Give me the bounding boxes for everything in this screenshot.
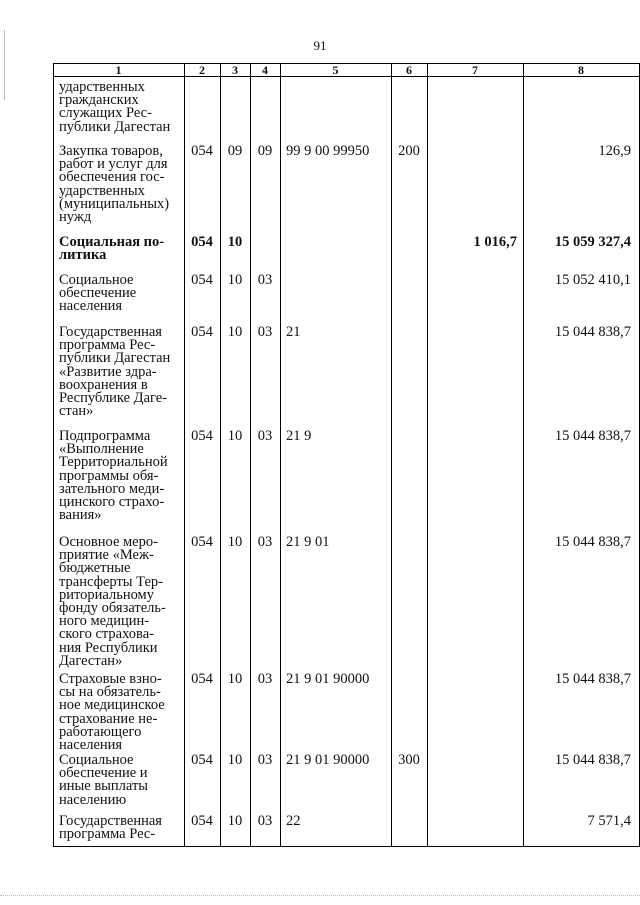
row-name: Государственная программа Рес- xyxy=(59,813,162,843)
column-divider xyxy=(280,64,281,846)
page-number: 91 xyxy=(313,38,327,53)
budget-table xyxy=(53,63,640,847)
row-name: Социальное обеспечение и иные выплаты населению xyxy=(59,752,149,808)
column-divider xyxy=(184,64,185,846)
header-col-5: 5 xyxy=(332,63,339,77)
cell-c3: 10 xyxy=(227,428,243,444)
header-col-2: 2 xyxy=(199,63,205,77)
row-name: Страховые взно- сы на обязатель- ное медицинское страхование не- работающего населения xyxy=(59,671,165,754)
scan-artifact xyxy=(0,895,640,896)
cell-c2: 054 xyxy=(191,272,213,288)
table-border-left xyxy=(53,64,54,846)
cell-c5: 22 xyxy=(286,813,301,829)
cell-c5: 21 xyxy=(286,324,301,340)
cell-c4: 03 xyxy=(257,752,273,768)
row-name: Основное меро- приятие «Меж- бюджетные трансферты Тер- риториальному фонду обязатель- ного медицин- ского страхова- ния Республики Дагестан» xyxy=(59,534,166,669)
header-col-8: 8 xyxy=(578,63,584,77)
column-divider xyxy=(427,64,428,846)
cell-c2: 054 xyxy=(191,813,213,829)
cell-c3: 10 xyxy=(227,272,243,288)
cell-c2: 054 xyxy=(191,234,213,250)
cell-c2: 054 xyxy=(191,671,213,687)
cell-c8: 15 044 838,7 xyxy=(554,752,631,768)
row-name: ударственных гражданских служащих Рес- публики Дагестан xyxy=(59,79,171,135)
cell-c8: 15 052 410,1 xyxy=(554,272,631,288)
cell-c4: 03 xyxy=(257,428,273,444)
cell-c8: 15 059 327,4 xyxy=(554,234,631,250)
cell-c3: 10 xyxy=(227,234,243,250)
cell-c8: 15 044 838,7 xyxy=(554,428,631,444)
row-name: Закупка товаров, работ и услуг для обеспечения гос- ударственных (муниципальных) нужд xyxy=(59,143,170,226)
cell-c4: 09 xyxy=(257,143,273,159)
column-divider xyxy=(250,64,251,846)
cell-c3: 10 xyxy=(227,671,243,687)
row-name: Социальное обеспечение населения xyxy=(59,272,137,315)
cell-c3: 10 xyxy=(227,534,243,550)
header-col-3: 3 xyxy=(232,63,238,77)
cell-c4: 03 xyxy=(257,272,273,288)
cell-c8: 7 571,4 xyxy=(587,813,631,829)
cell-c8: 15 044 838,7 xyxy=(554,324,631,340)
cell-c6: 300 xyxy=(398,752,420,768)
column-divider xyxy=(391,64,392,846)
cell-c4: 03 xyxy=(257,534,273,550)
cell-c5: 21 9 xyxy=(286,428,312,444)
cell-c8: 126,9 xyxy=(598,143,631,159)
cell-c2: 054 xyxy=(191,752,213,768)
header-rule xyxy=(53,76,640,77)
header-col-1: 1 xyxy=(115,63,122,77)
row-name: Государственная программа Рес- публики Дагестан «Развитие здра- воохранения в Республике Даге- стан» xyxy=(59,324,171,420)
cell-c2: 054 xyxy=(191,143,213,159)
row-name: Подпрограмма «Выполнение Территориальной программы обя- зательного меди- цинского страхо- вания» xyxy=(59,428,168,524)
cell-c2: 054 xyxy=(191,428,213,444)
cell-c5: 99 9 00 99950 xyxy=(286,143,370,159)
cell-c4: 03 xyxy=(257,324,273,340)
cell-c8: 15 044 838,7 xyxy=(554,534,631,550)
column-divider xyxy=(220,64,221,846)
cell-c5: 21 9 01 90000 xyxy=(286,671,370,687)
cell-c4: 03 xyxy=(257,813,273,829)
cell-c4: 03 xyxy=(257,671,273,687)
row-name: Социальная по- литика xyxy=(59,234,165,264)
cell-c5: 21 9 01 xyxy=(286,534,330,550)
cell-c3: 10 xyxy=(227,813,243,829)
header-col-4: 4 xyxy=(262,63,268,77)
header-col-7: 7 xyxy=(472,63,478,77)
cell-c3: 09 xyxy=(227,143,243,159)
cell-c6: 200 xyxy=(398,143,420,159)
cell-c3: 10 xyxy=(227,752,243,768)
cell-c5: 21 9 01 90000 xyxy=(286,752,370,768)
header-col-6: 6 xyxy=(406,63,412,77)
cell-c2: 054 xyxy=(191,324,213,340)
cell-c8: 15 044 838,7 xyxy=(554,671,631,687)
cell-c3: 10 xyxy=(227,324,243,340)
cell-c7: 1 016,7 xyxy=(473,234,517,250)
cell-c2: 054 xyxy=(191,534,213,550)
column-divider xyxy=(523,64,524,846)
